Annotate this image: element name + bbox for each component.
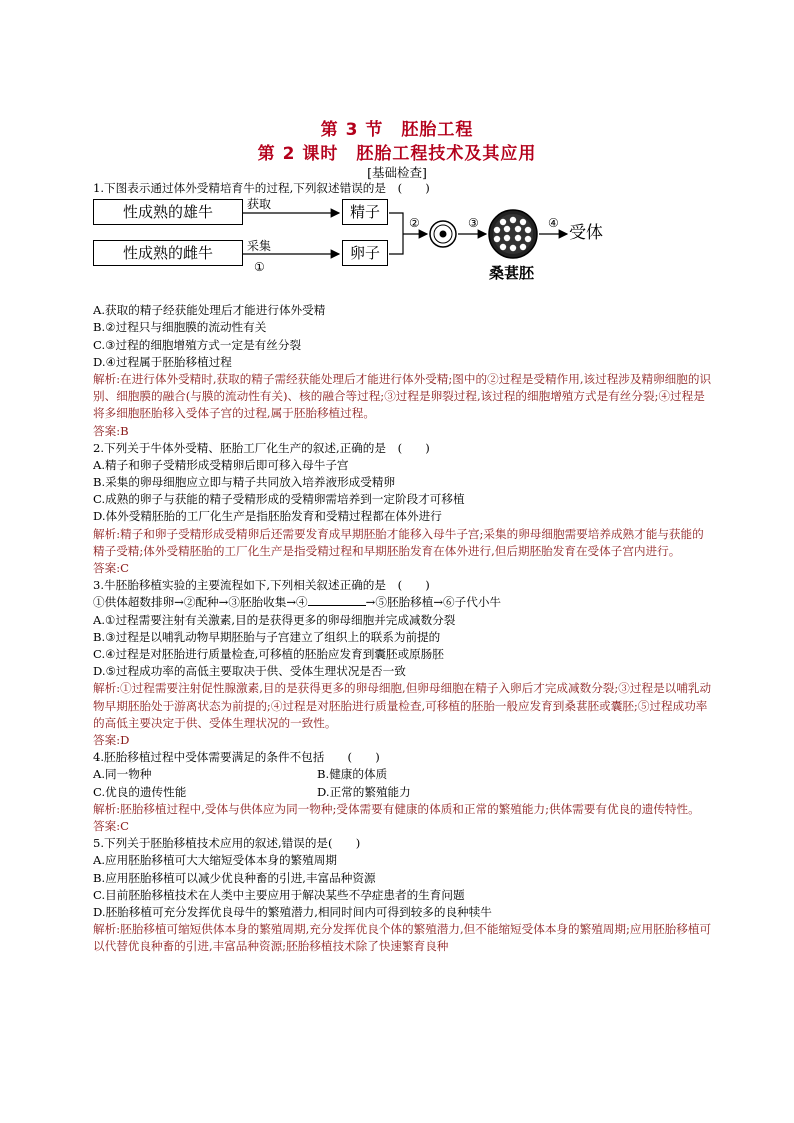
q4-option-b: B.健康的体质 bbox=[317, 767, 388, 782]
female-cow-box: 性成熟的雌牛 bbox=[93, 240, 243, 266]
q2-option-a: A.精子和卵子受精形成受精卵后即可移入母牛子宫 bbox=[93, 457, 349, 472]
q3-flow bbox=[93, 594, 713, 611]
q4-options-row-1 bbox=[93, 766, 713, 783]
q2-option-b: B.采集的卵母细胞应立即与精子共同放入培养液形成受精卵 bbox=[93, 475, 396, 490]
q4-analysis: 解析:胚胎移植过程中,受体与供体应为同一物种;受体需要有健康的体质和正常的繁殖能力;供体需要有优良的遗传特性。 bbox=[93, 801, 700, 816]
question-2-stem: 2.下列关于牛体外受精、胚胎工厂化生产的叙述,正确的是 ( ) bbox=[93, 440, 430, 455]
q4-option-d: D.正常的繁殖能力 bbox=[317, 784, 411, 799]
q1-option-d: D.④过程属于胚胎移植过程 bbox=[93, 354, 232, 369]
male-bull-box: 性成熟的雄牛 bbox=[93, 199, 243, 225]
section-label: [基础检查] bbox=[367, 165, 427, 180]
step-3-label: ③ bbox=[468, 216, 479, 231]
egg-box: 卵子 bbox=[342, 240, 388, 266]
q1-option-c: C.③过程的细胞增殖方式一定是有丝分裂 bbox=[93, 337, 302, 352]
morula-label: 桑葚胚 bbox=[489, 264, 535, 283]
q1-option-a: A.获取的精子经获能处理后才能进行体外受精 bbox=[93, 303, 326, 318]
q1-answer: 答案:B bbox=[93, 423, 129, 438]
q3-option-b: B.③过程是以哺乳动物早期胚胎与子宫建立了组织上的联系为前提的 bbox=[93, 629, 441, 644]
q3-answer: 答案:D bbox=[93, 733, 130, 747]
q4-option-a: A.同一物种 bbox=[93, 767, 152, 782]
q3-option-d: D.⑤过程成功率的高低主要取决于供、受体生理状况是否一致 bbox=[93, 664, 406, 679]
collect-label: 采集 bbox=[247, 239, 272, 254]
sperm-box: 精子 bbox=[342, 199, 388, 225]
section-title: 第 3 节 胚胎工程 bbox=[320, 120, 474, 140]
ivf-process-diagram bbox=[93, 197, 713, 302]
q5-option-a: A.应用胚胎移植可大大缩短受体本身的繁殖周期 bbox=[93, 853, 337, 868]
q2-analysis: 解析:精子和卵子受精形成受精卵后还需要发育成早期胚胎才能移入母牛子宫;采集的卵母细胞需要培养成熟才能与获能的精子受精;体外受精胚胎的工厂化生产是指受精过程和早期胚胎发育在体外进行,但后期胚胎发育在受体子宫内进行。 bbox=[93, 526, 704, 558]
q3-flow-end: →⑤胚胎移植→⑥子代小牛 bbox=[365, 595, 502, 610]
question-list bbox=[93, 180, 713, 955]
q2-option-c: C.成熟的卵子与获能的精子受精形成的受精卵需培养到一定阶段才可移植 bbox=[93, 492, 465, 507]
question-5-stem: 5.下列关于胚胎移植技术应用的叙述,错误的是( ) bbox=[93, 836, 361, 851]
question-1-stem: 1.下图表示通过体外受精培育牛的过程,下列叙述错误的是 ( ) bbox=[93, 181, 430, 195]
q1-analysis: 解析:在进行体外受精时,获取的精子需经获能处理后才能进行体外受精;图中的②过程是受精作用,该过程涉及精卵细胞的识别、细胞膜的融合(与膜的流动性有关)、核的融合等过程;③过程是卵裂过程,该过程的细胞增殖方式是有丝分裂;④过程是将多细胞胚胎移入受体子宫的过程,属于胚胎移植过程。 bbox=[93, 371, 712, 421]
question-3-stem: 3.牛胚胎移植实验的主要流程如下,下列相关叙述正确的是 ( ) bbox=[93, 578, 430, 593]
q2-answer: 答案:C bbox=[93, 561, 129, 576]
zygote-icon bbox=[430, 221, 456, 247]
step-4-label: ④ bbox=[548, 216, 559, 231]
step-1-label: ① bbox=[254, 260, 265, 275]
q4-options-row-2 bbox=[93, 784, 713, 801]
q5-option-d: D.胚胎移植可充分发挥优良母牛的繁殖潜力,相同时间内可得到较多的良种犊牛 bbox=[93, 904, 492, 919]
merge-bracket bbox=[389, 213, 403, 254]
diagram-arrows bbox=[93, 197, 713, 302]
q3-option-a: A.①过程需要注射有关激素,目的是获得更多的卵母细胞并完成减数分裂 bbox=[93, 612, 456, 627]
q1-option-b: B.②过程只与细胞膜的流动性有关 bbox=[93, 320, 267, 335]
q5-analysis: 解析:胚胎移植可缩短供体本身的繁殖周期,充分发挥优良个体的繁殖潜力,但不能缩短受体本身的繁殖周期;应用胚胎移植可以代替优良种畜的引进,丰富品种资源;胚胎移植技术除了快速繁育良种 bbox=[93, 922, 712, 954]
q3-flow-start: ①供体超数排卵→②配种→③胚胎收集→④ bbox=[93, 595, 308, 610]
q3-option-c: C.④过程是对胚胎进行质量检查,可移植的胚胎应发育到囊胚或原肠胚 bbox=[93, 647, 444, 662]
question-4-stem: 4.胚胎移植过程中受体需要满足的条件不包括 ( ) bbox=[93, 750, 380, 765]
recipient-label: 受体 bbox=[569, 223, 603, 244]
q5-option-c: C.目前胚胎移植技术在人类中主要应用于解决某些不孕症患者的生育问题 bbox=[93, 887, 465, 902]
q3-analysis: 解析:①过程需要注射促性腺激素,目的是获得更多的卵母细胞,但卵母细胞在精子入卵后才完成减数分裂;③过程是以哺乳动物早期胚胎处于游离状态为前提的;④过程是对胚胎进行质量检查,可移植的胚胎一般应发育到桑葚胚或囊胚;⑤过程成功率的高低主要决定于供、受体生理状况的一致性。 bbox=[93, 681, 712, 730]
q5-option-b: B.应用胚胎移植可以减少优良种畜的引进,丰富品种资源 bbox=[93, 870, 376, 885]
lesson-title: 第 2 课时 胚胎工程技术及其应用 bbox=[257, 144, 537, 164]
q4-answer: 答案:C bbox=[93, 818, 129, 833]
get-label: 获取 bbox=[247, 197, 272, 212]
q2-option-d: D.体外受精胚胎的工厂化生产是指胚胎发育和受精过程都在体外进行 bbox=[93, 509, 442, 524]
step-2-label: ② bbox=[409, 216, 420, 231]
morula-icon bbox=[489, 210, 537, 258]
q4-option-c: C.优良的遗传性能 bbox=[93, 784, 187, 799]
q3-fill-blank bbox=[308, 594, 366, 606]
